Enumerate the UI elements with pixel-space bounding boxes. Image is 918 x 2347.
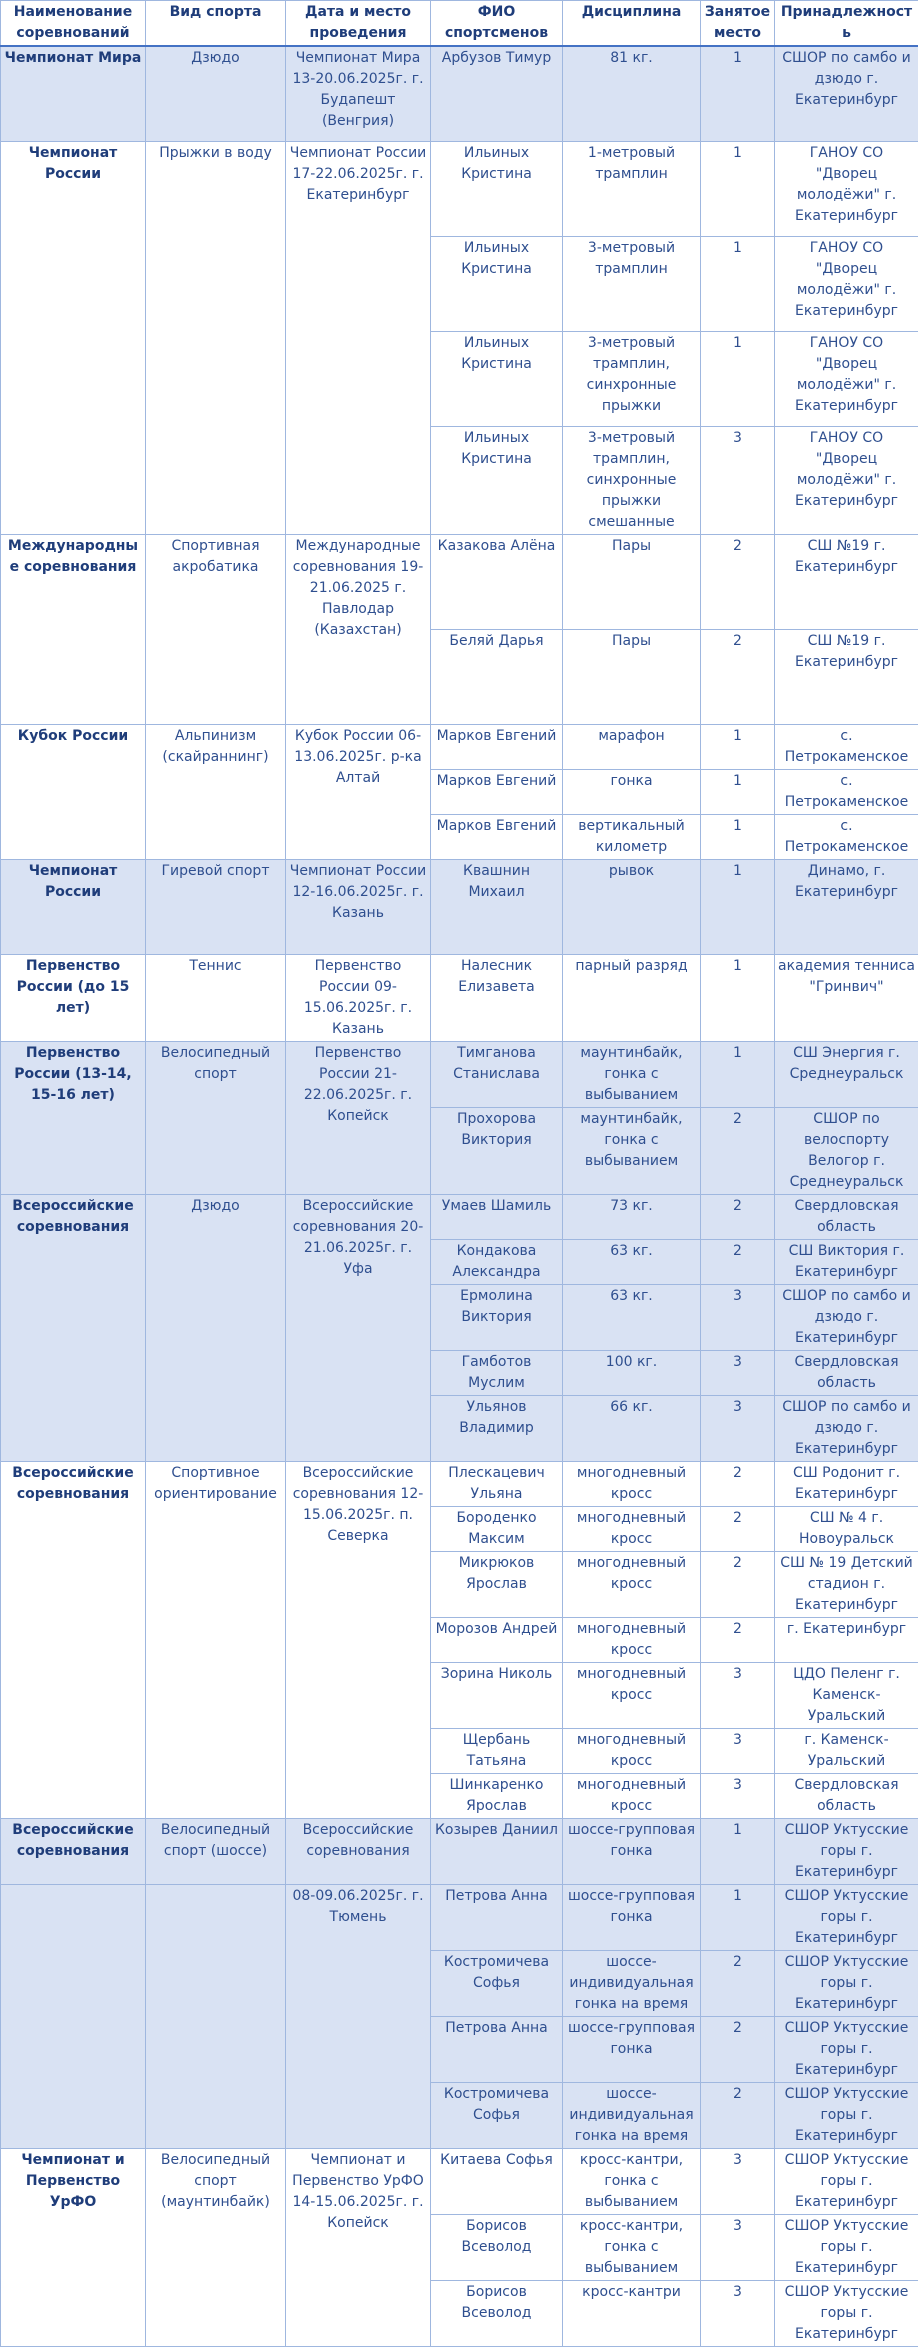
- place-cell: 2: [701, 2082, 775, 2148]
- athlete-cell: Костромичева Софья: [431, 1950, 563, 2016]
- place-cell: 2: [701, 1617, 775, 1662]
- date-place-cell: Чемпионат России 12-16.06.2025г. г. Казань: [286, 859, 431, 954]
- table-row: [1, 1818, 918, 1884]
- place-cell: 1: [701, 46, 775, 141]
- affiliation-cell: ГАНОУ СО "Дворец молодёжи" г. Екатеринбург: [775, 426, 918, 534]
- discipline-cell: 63 кг.: [563, 1239, 701, 1284]
- table-row: [1, 1194, 918, 1239]
- header-athlete: ФИО спортсменов: [431, 1, 563, 47]
- athlete-cell: Беляй Дарья: [431, 629, 563, 724]
- discipline-cell: многодневный кросс: [563, 1551, 701, 1617]
- place-cell: 2: [701, 1461, 775, 1506]
- date-place-cell: Всероссийские соревнования 20-21.06.2025г. г. Уфа: [286, 1194, 431, 1461]
- place-cell: 2: [701, 1107, 775, 1194]
- athlete-cell: Казакова Алёна: [431, 534, 563, 629]
- athlete-cell: Микрюков Ярослав: [431, 1551, 563, 1617]
- affiliation-cell: ЦДО Пеленг г. Каменск-Уральский: [775, 1662, 918, 1728]
- athlete-cell: Борисов Всеволод: [431, 2214, 563, 2280]
- date-place-cell: Всероссийские соревнования: [286, 1818, 431, 1884]
- discipline-cell: 66 кг.: [563, 1395, 701, 1461]
- athlete-cell: Морозов Андрей: [431, 1617, 563, 1662]
- place-cell: 1: [701, 724, 775, 769]
- affiliation-cell: ГАНОУ СО "Дворец молодёжи" г. Екатеринбург: [775, 331, 918, 426]
- athlete-cell: Ермолина Виктория: [431, 1284, 563, 1350]
- place-cell: 1: [701, 859, 775, 954]
- place-cell: 2: [701, 2016, 775, 2082]
- place-cell: 1: [701, 1884, 775, 1950]
- table-row: [1, 141, 918, 236]
- affiliation-cell: с. Петрокаменское: [775, 724, 918, 769]
- athlete-cell: Козырев Даниил: [431, 1818, 563, 1884]
- discipline-cell: парный разряд: [563, 954, 701, 1041]
- athlete-cell: Марков Евгений: [431, 769, 563, 814]
- group-name-cell: Кубок России: [1, 724, 146, 859]
- affiliation-cell: СШОР по самбо и дзюдо г. Екатеринбург: [775, 1284, 918, 1350]
- affiliation-cell: СШОР Уктусские горы г. Екатеринбург: [775, 2016, 918, 2082]
- discipline-cell: 3-метровый трамплин, синхронные прыжки: [563, 331, 701, 426]
- athlete-cell: Китаева Софья: [431, 2148, 563, 2214]
- table-row: [1, 1041, 918, 1107]
- place-cell: 3: [701, 1773, 775, 1818]
- athlete-cell: Костромичева Софья: [431, 2082, 563, 2148]
- discipline-cell: шоссе-групповая гонка: [563, 2016, 701, 2082]
- affiliation-cell: ГАНОУ СО "Дворец молодёжи" г. Екатеринбург: [775, 236, 918, 331]
- affiliation-cell: Динамо, г. Екатеринбург: [775, 859, 918, 954]
- discipline-cell: многодневный кросс: [563, 1461, 701, 1506]
- affiliation-cell: СШОР Уктусские горы г. Екатеринбург: [775, 2082, 918, 2148]
- place-cell: 1: [701, 954, 775, 1041]
- affiliation-cell: с. Петрокаменское: [775, 814, 918, 859]
- affiliation-cell: СШОР по велоспорту Велогор г. Среднеуральск: [775, 1107, 918, 1194]
- place-cell: 3: [701, 1662, 775, 1728]
- table-row: [1, 46, 918, 141]
- table-row: [1, 954, 918, 1041]
- athlete-cell: Петрова Анна: [431, 1884, 563, 1950]
- affiliation-cell: с. Петрокаменское: [775, 769, 918, 814]
- affiliation-cell: СШОР Уктусские горы г. Екатеринбург: [775, 2214, 918, 2280]
- affiliation-cell: СШ Виктория г. Екатеринбург: [775, 1239, 918, 1284]
- place-cell: 1: [701, 814, 775, 859]
- athlete-cell: Гамботов Муслим: [431, 1350, 563, 1395]
- header-place: Занятое место: [701, 1, 775, 47]
- date-place-cell: Чемпионат Мира 13-20.06.2025г. г. Будапешт (Венгрия): [286, 46, 431, 141]
- header-sport: Вид спорта: [146, 1, 286, 47]
- group-name-cell: Чемпионат Мира: [1, 46, 146, 141]
- group-name-cell: Чемпионат и Первенство УрФО: [1, 2148, 146, 2346]
- table-row: [1, 1461, 918, 1506]
- affiliation-cell: Свердловская область: [775, 1194, 918, 1239]
- discipline-cell: шоссе-групповая гонка: [563, 1884, 701, 1950]
- athlete-cell: Ильиных Кристина: [431, 426, 563, 534]
- athlete-cell: Марков Евгений: [431, 814, 563, 859]
- affiliation-cell: академия тенниса "Гринвич": [775, 954, 918, 1041]
- date-place-cell: 08-09.06.2025г. г. Тюмень: [286, 1884, 431, 2148]
- discipline-cell: кросс-кантри, гонка с выбыванием: [563, 2214, 701, 2280]
- affiliation-cell: СШ № 19 Детский стадион г. Екатеринбург: [775, 1551, 918, 1617]
- place-cell: 2: [701, 1506, 775, 1551]
- athlete-cell: Шинкаренко Ярослав: [431, 1773, 563, 1818]
- athlete-cell: Плескацевич Ульяна: [431, 1461, 563, 1506]
- affiliation-cell: СШОР по самбо и дзюдо г. Екатеринбург: [775, 46, 918, 141]
- affiliation-cell: Свердловская область: [775, 1350, 918, 1395]
- group-name-cell: [1, 1884, 146, 2148]
- discipline-cell: Пары: [563, 629, 701, 724]
- discipline-cell: 100 кг.: [563, 1350, 701, 1395]
- discipline-cell: 1-метровый трамплин: [563, 141, 701, 236]
- place-cell: 1: [701, 1041, 775, 1107]
- athlete-cell: Щербань Татьяна: [431, 1728, 563, 1773]
- table-row: [1, 724, 918, 769]
- place-cell: 3: [701, 1350, 775, 1395]
- header-discipline: Дисциплина: [563, 1, 701, 47]
- date-place-cell: Первенство России 21-22.06.2025г. г. Копейск: [286, 1041, 431, 1194]
- discipline-cell: многодневный кросс: [563, 1728, 701, 1773]
- sport-cell: Альпинизм (скайраннинг): [146, 724, 286, 859]
- header-name: Наименование соревнований: [1, 1, 146, 47]
- sport-cell: Велосипедный спорт: [146, 1041, 286, 1194]
- affiliation-cell: г. Екатеринбург: [775, 1617, 918, 1662]
- athlete-cell: Арбузов Тимур: [431, 46, 563, 141]
- affiliation-cell: СШ №19 г. Екатеринбург: [775, 534, 918, 629]
- results-body: [1, 46, 918, 2346]
- sport-cell: Велосипедный спорт (шоссе): [146, 1818, 286, 1884]
- group-name-cell: Чемпионат России: [1, 141, 146, 534]
- affiliation-cell: Свердловская область: [775, 1773, 918, 1818]
- affiliation-cell: СШОР Уктусские горы г. Екатеринбург: [775, 1818, 918, 1884]
- group-name-cell: Первенство России (до 15 лет): [1, 954, 146, 1041]
- discipline-cell: рывок: [563, 859, 701, 954]
- athlete-cell: Тимганова Станислава: [431, 1041, 563, 1107]
- place-cell: 2: [701, 1551, 775, 1617]
- discipline-cell: марафон: [563, 724, 701, 769]
- place-cell: 1: [701, 236, 775, 331]
- table-row: [1, 1884, 918, 1950]
- group-name-cell: Всероссийские соревнования: [1, 1461, 146, 1818]
- discipline-cell: гонка: [563, 769, 701, 814]
- discipline-cell: вертикальный километр: [563, 814, 701, 859]
- group-name-cell: Первенство России (13-14, 15-16 лет): [1, 1041, 146, 1194]
- discipline-cell: маунтинбайк, гонка с выбыванием: [563, 1107, 701, 1194]
- affiliation-cell: г. Каменск-Уральский: [775, 1728, 918, 1773]
- athlete-cell: Ульянов Владимир: [431, 1395, 563, 1461]
- affiliation-cell: СШОР Уктусские горы г. Екатеринбург: [775, 2280, 918, 2346]
- athlete-cell: Прохорова Виктория: [431, 1107, 563, 1194]
- discipline-cell: многодневный кросс: [563, 1617, 701, 1662]
- place-cell: 3: [701, 1284, 775, 1350]
- place-cell: 3: [701, 2148, 775, 2214]
- discipline-cell: 81 кг.: [563, 46, 701, 141]
- group-name-cell: Международные соревнования: [1, 534, 146, 724]
- place-cell: 2: [701, 1239, 775, 1284]
- discipline-cell: 3-метровый трамплин, синхронные прыжки смешанные: [563, 426, 701, 534]
- sport-cell: Велосипедный спорт (маунтинбайк): [146, 2148, 286, 2346]
- athlete-cell: Бороденко Максим: [431, 1506, 563, 1551]
- place-cell: 3: [701, 1395, 775, 1461]
- athlete-cell: Налесник Елизавета: [431, 954, 563, 1041]
- discipline-cell: маунтинбайк, гонка с выбыванием: [563, 1041, 701, 1107]
- athlete-cell: Умаев Шамиль: [431, 1194, 563, 1239]
- group-name-cell: Всероссийские соревнования: [1, 1194, 146, 1461]
- affiliation-cell: СШОР Уктусские горы г. Екатеринбург: [775, 1884, 918, 1950]
- date-place-cell: Международные соревнования 19-21.06.2025 г. Павлодар (Казахстан): [286, 534, 431, 724]
- discipline-cell: Пары: [563, 534, 701, 629]
- sport-cell: [146, 1884, 286, 2148]
- header-date-place: Дата и место проведения: [286, 1, 431, 47]
- place-cell: 1: [701, 769, 775, 814]
- athlete-cell: Кондакова Александра: [431, 1239, 563, 1284]
- sport-cell: Спортивное ориентирование: [146, 1461, 286, 1818]
- discipline-cell: 63 кг.: [563, 1284, 701, 1350]
- group-name-cell: Чемпионат России: [1, 859, 146, 954]
- place-cell: 2: [701, 1194, 775, 1239]
- date-place-cell: Кубок России 06-13.06.2025г. р-ка Алтай: [286, 724, 431, 859]
- sport-cell: Прыжки в воду: [146, 141, 286, 534]
- place-cell: 2: [701, 629, 775, 724]
- athlete-cell: Петрова Анна: [431, 2016, 563, 2082]
- group-name-cell: Всероссийские соревнования: [1, 1818, 146, 1884]
- discipline-cell: шоссе-групповая гонка: [563, 1818, 701, 1884]
- athlete-cell: Борисов Всеволод: [431, 2280, 563, 2346]
- sport-cell: Дзюдо: [146, 46, 286, 141]
- athlete-cell: Зорина Николь: [431, 1662, 563, 1728]
- place-cell: 1: [701, 1818, 775, 1884]
- table-row: [1, 534, 918, 629]
- table-row: [1, 2148, 918, 2214]
- affiliation-cell: СШОР Уктусские горы г. Екатеринбург: [775, 1950, 918, 2016]
- discipline-cell: кросс-кантри, гонка с выбыванием: [563, 2148, 701, 2214]
- affiliation-cell: СШ Родонит г. Екатеринбург: [775, 1461, 918, 1506]
- discipline-cell: кросс-кантри: [563, 2280, 701, 2346]
- place-cell: 3: [701, 1728, 775, 1773]
- discipline-cell: шоссе-индивидуальная гонка на время: [563, 2082, 701, 2148]
- place-cell: 3: [701, 2214, 775, 2280]
- place-cell: 1: [701, 331, 775, 426]
- place-cell: 2: [701, 1950, 775, 2016]
- affiliation-cell: СШ № 4 г. Новоуральск: [775, 1506, 918, 1551]
- discipline-cell: 3-метровый трамплин: [563, 236, 701, 331]
- discipline-cell: многодневный кросс: [563, 1506, 701, 1551]
- place-cell: 1: [701, 141, 775, 236]
- sport-cell: Спортивная акробатика: [146, 534, 286, 724]
- affiliation-cell: СШ Энергия г. Среднеуральск: [775, 1041, 918, 1107]
- discipline-cell: многодневный кросс: [563, 1773, 701, 1818]
- affiliation-cell: СШОР по самбо и дзюдо г. Екатеринбург: [775, 1395, 918, 1461]
- affiliation-cell: СШОР Уктусские горы г. Екатеринбург: [775, 2148, 918, 2214]
- place-cell: 3: [701, 2280, 775, 2346]
- sport-cell: Гиревой спорт: [146, 859, 286, 954]
- affiliation-cell: СШ №19 г. Екатеринбург: [775, 629, 918, 724]
- athlete-cell: Марков Евгений: [431, 724, 563, 769]
- date-place-cell: Чемпионат России 17-22.06.2025г. г. Екатеринбург: [286, 141, 431, 534]
- sport-cell: Дзюдо: [146, 1194, 286, 1461]
- place-cell: 2: [701, 534, 775, 629]
- athlete-cell: Ильиных Кристина: [431, 141, 563, 236]
- date-place-cell: Чемпионат и Первенство УрФО 14-15.06.2025г. г. Копейск: [286, 2148, 431, 2346]
- table-row: [1, 859, 918, 954]
- sport-cell: Теннис: [146, 954, 286, 1041]
- discipline-cell: шоссе-индивидуальная гонка на время: [563, 1950, 701, 2016]
- discipline-cell: многодневный кросс: [563, 1662, 701, 1728]
- athlete-cell: Ильиных Кристина: [431, 236, 563, 331]
- athlete-cell: Ильиных Кристина: [431, 331, 563, 426]
- athlete-cell: Квашнин Михаил: [431, 859, 563, 954]
- place-cell: 3: [701, 426, 775, 534]
- affiliation-cell: ГАНОУ СО "Дворец молодёжи" г. Екатеринбург: [775, 141, 918, 236]
- header-affiliation: Принадлежность: [775, 1, 918, 47]
- header-row: [1, 1, 918, 47]
- discipline-cell: 73 кг.: [563, 1194, 701, 1239]
- date-place-cell: Всероссийские соревнования 12-15.06.2025г. п. Северка: [286, 1461, 431, 1818]
- date-place-cell: Первенство России 09-15.06.2025г. г. Казань: [286, 954, 431, 1041]
